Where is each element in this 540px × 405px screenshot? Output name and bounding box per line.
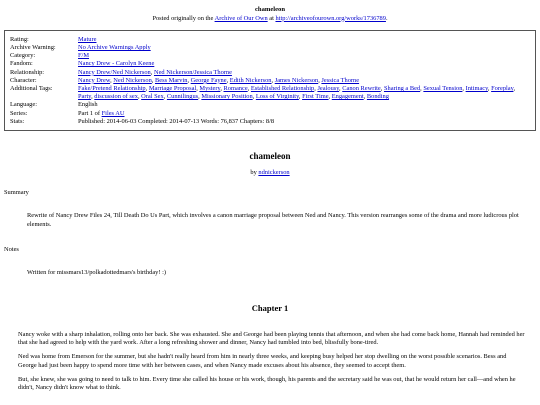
category-row [10, 52, 530, 60]
tag-link[interactable]: Party [78, 93, 92, 101]
tag-link[interactable]: Cunnilingus [166, 93, 199, 101]
tag-link[interactable]: Foreplay [491, 85, 514, 93]
tag-link[interactable]: Sexual Tension [423, 85, 463, 93]
fandom-row [10, 60, 530, 68]
tag-link[interactable]: Nancy Drew [78, 76, 111, 84]
stats-row [10, 118, 530, 126]
character-label: Character: [10, 76, 37, 84]
rating-row [10, 36, 530, 44]
language-label: Language: [10, 101, 37, 109]
tag-link[interactable]: Loss of Virginity [255, 93, 299, 101]
tag-link[interactable]: Sharing a Bed [383, 85, 421, 93]
character-tags: Nancy Drew, Ned Nickerson, Bess Marvin, George Fayne, Edith Nickerson, James Nickerson, Jessica Thorne [78, 76, 360, 84]
fandom-label: Fandom: [10, 60, 33, 68]
chapter-heading: Chapter 1 [251, 302, 289, 313]
tag-link[interactable]: Mystery [199, 85, 221, 93]
chapter-paragraph-2: Ned was home from Emerson for the summer, but she hadn't really heard from him in nearly three weeks, and keeping busy helped her stop dwelling on the worst possible scenarios. Bess and George had just been happy to spend more time with her between cases, and when Nancy made excuses about his absence, they seemed to accept them. [18, 353, 507, 369]
tag-link[interactable]: Bonding [366, 93, 389, 101]
tag-link[interactable]: First Time [302, 93, 329, 101]
relationship-row [10, 69, 530, 77]
rating-link[interactable]: Mature [78, 35, 97, 43]
tag-link[interactable]: discussion of sex [94, 93, 138, 101]
tag-link[interactable]: Canon Rewrite [342, 85, 381, 93]
warning-row [10, 44, 530, 52]
summary-heading: Summary [4, 188, 29, 196]
tag-link[interactable]: Marriage Proposal [148, 85, 197, 93]
chapter-paragraph-1: Nancy woke with a sharp inhalation, rolling onto her back. She was exhausted. She and George had been playing tennis that afternoon, and when she had come back home, Hannah had reminded her that she had agreed to help with the yard work. After a long refreshing shower and dinner, Nancy had tumbled into bed, blissfully bone-tired. [18, 330, 525, 346]
metadata-table [10, 36, 530, 126]
tag-link[interactable]: Jealousy [317, 85, 340, 93]
tag-link[interactable]: Fake/Pretend Relationship [78, 85, 146, 93]
notes-text: Written for missmars13/polkadottedmars's birthday! :) [27, 269, 166, 277]
tag-link[interactable]: James Nickerson [274, 76, 319, 84]
summary-text: Rewrite of Nancy Drew Files 24, Till Death Do Us Part, which involves a canon marriage proposal between Ned and Nancy. This version rearranges some of the drama and more ludicrous plot elements. [27, 212, 519, 228]
download-header [0, 0, 540, 23]
notes-heading: Notes [4, 245, 19, 253]
additional-tags-label: Additional Tags: [10, 85, 53, 93]
work-title: chameleon [249, 150, 291, 161]
stats-label: Stats: [10, 117, 25, 125]
warning-link[interactable]: No Archive Warnings Apply [78, 44, 151, 52]
series-row [10, 110, 530, 118]
tag-link[interactable]: Established Relationship [250, 85, 315, 93]
posted-line: Posted originally on the Archive of Our Own at http://archiveofourown.org/works/1736789. [152, 14, 388, 22]
tag-link[interactable]: Ned Nickerson/Jessica Thorne [153, 68, 232, 76]
work-url-link[interactable]: http://archiveofourown.org/works/1736789 [275, 14, 386, 22]
series-label: Series: [10, 109, 28, 117]
category-label: Category: [10, 52, 36, 60]
character-row [10, 77, 530, 85]
byline: by ndnickerson [250, 168, 290, 176]
tag-link[interactable]: Bess Marvin [154, 76, 188, 84]
tag-link[interactable]: Edith Nickerson [229, 76, 272, 84]
author-link[interactable]: ndnickerson [258, 168, 290, 176]
language-row [10, 101, 530, 109]
series-link[interactable]: Files AU [101, 109, 125, 117]
stats-value: Published: 2014-06-03 Completed: 2014-07-13 Words: 76,837 Chapters: 8/8 [78, 117, 275, 125]
header-title: chameleon [254, 6, 286, 13]
series-prefix: Part 1 of [78, 109, 102, 117]
additional-tags-row [10, 85, 530, 101]
tag-link[interactable]: Oral Sex [141, 93, 164, 101]
tag-link[interactable]: Jessica Thorne [321, 76, 360, 84]
additional-tags: Fake/Pretend Relationship, Marriage Proposal, Mystery, Romance, Established Relationship, Jealousy, Canon Rewrite, Sharing a Bed, Sexual Tension, Intimacy, Foreplay, Party, discussion of sex, Oral Sex, Cunnilingus, Missionary Position, Loss of Virginity, First Time, Engagement, Bonding [78, 85, 516, 101]
fandom-tags [78, 60, 530, 68]
warning-label: Archive Warning: [10, 44, 56, 52]
metadata-box [4, 30, 536, 131]
archive-link[interactable]: Archive of Our Own [214, 14, 268, 22]
rating-label: Rating: [10, 35, 29, 43]
chapter-paragraph-3: But, she knew, she was going to need to talk to him. Every time she called his house or his work, though, his parents and the secretary said he was out, that he would return her call—and when he didn't, Nancy didn't know what to think. [18, 375, 516, 392]
tag-link[interactable]: Nancy Drew/Ned Nickerson [78, 68, 151, 76]
language-value: English [78, 101, 98, 109]
tag-link[interactable]: Ned Nickerson [113, 76, 152, 84]
category-link[interactable]: F/M [78, 52, 90, 60]
tag-link[interactable]: Missionary Position [201, 93, 253, 101]
tag-link[interactable]: George Fayne [190, 76, 227, 84]
tag-link[interactable]: Nancy Drew - Carolyn Keene [78, 60, 155, 68]
tag-link[interactable]: Engagement [331, 93, 364, 101]
tag-link[interactable]: Intimacy [465, 85, 488, 93]
relationship-label: Relationship: [10, 68, 45, 76]
tag-link[interactable]: Romance [223, 85, 248, 93]
relationship-tags: Nancy Drew/Ned Nickerson, Ned Nickerson/Jessica Thorne [78, 68, 232, 76]
